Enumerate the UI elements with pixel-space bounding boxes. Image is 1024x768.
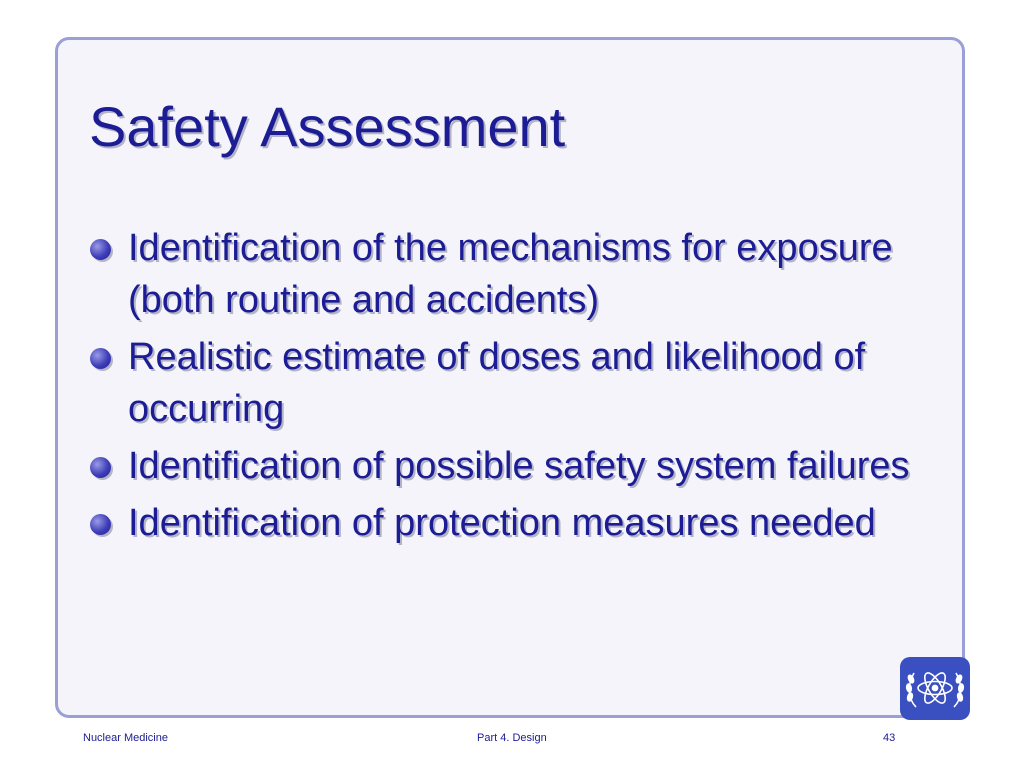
- footer-page-number: 43: [883, 732, 896, 744]
- bullet-item: [86, 331, 926, 435]
- bullet-dot-icon: [90, 457, 111, 478]
- footer-course-name: Nuclear Medicine: [83, 732, 168, 744]
- bullet-item: [86, 222, 926, 326]
- footer-part-label: Part 4. Design: [477, 732, 547, 744]
- bullet-text: Identification of the mechanisms for exposure (both routine and accidents): [128, 227, 893, 321]
- bullet-dot-icon: [90, 514, 111, 535]
- bullet-text: Realistic estimate of doses and likelihood of occurring: [128, 336, 866, 430]
- bullet-dot-icon: [90, 348, 111, 369]
- slide-title: Safety Assessment: [89, 95, 566, 158]
- bullet-list: [86, 222, 926, 554]
- bullet-item: [86, 497, 926, 549]
- bullet-text: Identification of protection measures needed: [128, 502, 876, 544]
- bullet-text: Identification of possible safety system failures: [128, 445, 910, 487]
- bullet-item: [86, 440, 926, 492]
- iaea-logo-icon: [900, 657, 970, 720]
- bullet-dot-icon: [90, 239, 111, 260]
